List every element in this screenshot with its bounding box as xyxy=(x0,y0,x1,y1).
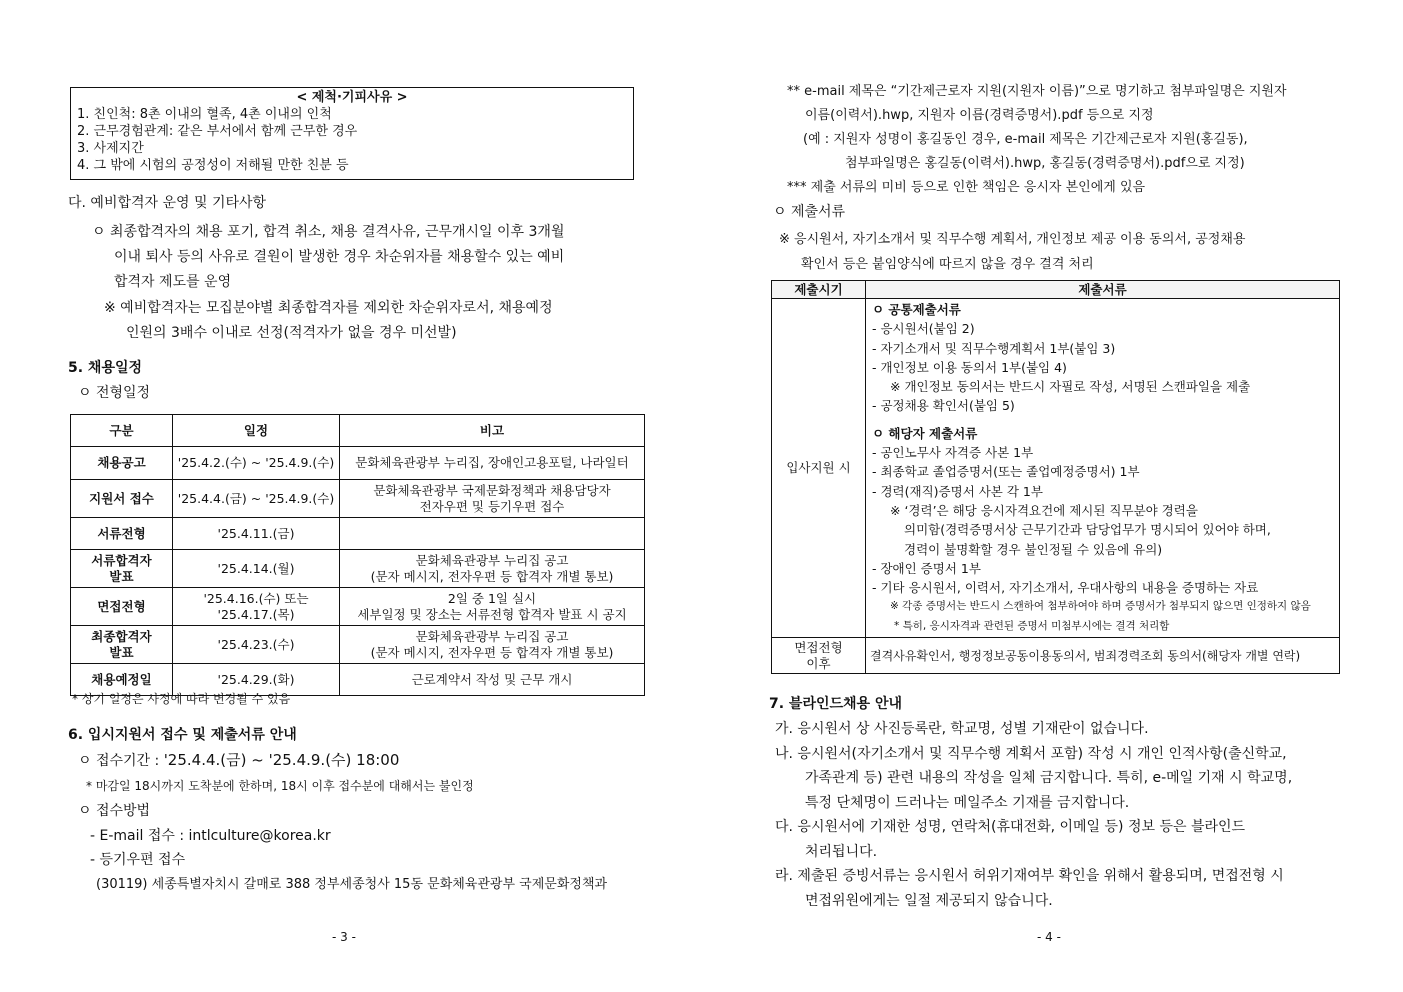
exclusion-criteria-box xyxy=(70,87,634,180)
schedule-note: (문자 메시지, 전자우편 등 합격자 개별 통보) xyxy=(370,644,614,660)
reserve-line: 이내 퇴사 등의 사유로 결원이 발생한 경우 차순위자를 채용할수 있는 예비 xyxy=(114,249,565,265)
email-submission: - E-mail 접수 : intlculture@korea.kr xyxy=(90,828,331,844)
common-doc-item: - 개인정보 이용 동의서 1부(붙임 4) xyxy=(872,359,1067,375)
exclusion-box-title: < 제척·기피사유 > xyxy=(296,90,408,105)
schedule-header: 구분 xyxy=(71,415,173,447)
schedule-footnote: * 상기 일정은 사정에 따라 변경될 수 있음 xyxy=(72,692,291,706)
post-submission: - 등기우편 접수 xyxy=(90,852,186,868)
exclusion-item: 4. 그 밖에 시험의 공정성이 저해될 만한 친분 등 xyxy=(77,158,349,173)
application-period-label: ㅇ 접수기간 : xyxy=(78,753,164,769)
reserve-heading: 다. 예비합격자 운영 및 기타사항 xyxy=(68,195,267,211)
email-note-line: 이름(이력서).hwp, 지원자 이름(경력증명서).pdf 등으로 지정 xyxy=(805,108,1154,123)
documents-row xyxy=(772,299,1340,638)
schedule-row xyxy=(71,518,645,550)
docs-note-line: ※ 응시원서, 자기소개서 및 직무수행 계획서, 개인정보 제공 이용 동의서, 공정채용 xyxy=(779,232,1246,247)
schedule-row xyxy=(71,588,645,626)
applicable-doc-note: ※ ‘경력’은 해당 응시자격요건에 제시된 직무분야 경력을 xyxy=(890,502,1198,518)
schedule-stage: 최종합격자 xyxy=(91,628,152,644)
email-notes xyxy=(787,80,1339,200)
schedule-date: '25.4.14.(월) xyxy=(217,560,295,576)
schedule-header: 비고 xyxy=(340,415,645,447)
schedule-heading: 5. 채용일정 xyxy=(68,360,143,376)
schedule-table xyxy=(70,414,645,696)
docs-note xyxy=(779,227,1339,277)
applicable-doc-item: - 장애인 증명서 1부 xyxy=(872,560,981,576)
schedule-header: 일정 xyxy=(173,415,340,447)
schedule-stage: 발표 xyxy=(109,568,134,584)
schedule-subheading: ㅇ 전형일정 xyxy=(78,385,151,401)
applicable-doc-note: 의미함(경력증명서상 근무기간과 담당업무가 명시되어 있어야 하며, xyxy=(904,522,1271,538)
application-method: ㅇ 접수방법 xyxy=(78,803,151,819)
schedule-stage: 서류합격자 xyxy=(91,552,152,568)
reserve-line: ㅇ 최종합격자의 채용 포기, 합격 취소, 채용 결격사유, 근무개시일 이후 3개월 xyxy=(92,224,565,240)
common-doc-item: - 응시원서(붙임 2) xyxy=(872,321,975,337)
email-note-line: 첨부파일명은 홍길동(이력서).hwp, 홍길동(경력증명서).pdf으로 지정) xyxy=(845,156,1245,171)
blind-item-a: 가. 응시원서 상 사진등록란, 학교명, 성별 기재란이 없습니다. xyxy=(775,721,1149,737)
schedule-row xyxy=(71,626,645,664)
blind-heading: 7. 블라인드채용 안내 xyxy=(769,696,902,712)
blind-item-b: 나. 응시원서(자기소개서 및 직무수행 계획서 포함) 작성 시 개인 인적사항(출신학교, xyxy=(775,745,1287,762)
schedule-note: 근로계약서 작성 및 근무 개시 xyxy=(411,671,573,687)
documents-table xyxy=(771,280,1340,674)
reserve-note-line: ※ 예비합격자는 모집분야별 최종합격자를 제외한 차순위자로서, 채용예정 xyxy=(104,300,553,316)
page-4 xyxy=(765,0,1343,992)
schedule-row xyxy=(71,550,645,588)
schedule-note: 문화체육관광부 국제문화정책과 채용담당자 xyxy=(373,482,611,498)
reserve-note xyxy=(104,296,634,346)
blind-item-b: 가족관계 등) 관련 내용의 작성을 일체 금지합니다. 특히, e-메일 기재 시 학교명, xyxy=(805,770,1293,786)
reserve-paragraph xyxy=(92,220,634,295)
schedule-date: '25.4.4.(금) ~ '25.4.9.(수) xyxy=(177,490,335,506)
exclusion-item: 1. 친인척: 8촌 이내의 혈족, 4촌 이내의 인척 xyxy=(77,107,332,122)
schedule-date: '25.4.29.(화) xyxy=(217,671,295,687)
schedule-note: (문자 메시지, 전자우편 등 합격자 개별 통보) xyxy=(370,568,614,584)
email-note-line: ** e-mail 제목은 “기간제근로자 지원(지원자 이름)”으로 명기하고 첨부파일명은 지원자 xyxy=(787,84,1287,99)
common-doc-item: - 자기소개서 및 직무수행계획서 1부(붙임 3) xyxy=(872,340,1116,356)
schedule-stage: 서류전형 xyxy=(97,525,146,541)
common-doc-item: - 공정채용 확인서(붙임 5) xyxy=(872,398,1015,414)
blind-item-b: 특정 단체명이 드러나는 메일주소 기재를 금지합니다. xyxy=(805,794,1130,811)
schedule-note: 세부일정 및 장소는 서류전형 합격자 발표 시 공지 xyxy=(357,606,627,622)
reserve-line: 합격자 제도를 운영 xyxy=(114,274,232,290)
blind-item-c: 다. 응시원서에 기재한 성명, 연락처(휴대전화, 이메일 등) 정보 등은 블라인드 xyxy=(775,819,1246,835)
blind-item-d: 면접위원에게는 일절 제공되지 않습니다. xyxy=(805,892,1053,909)
schedule-stage: 채용공고 xyxy=(97,455,146,470)
schedule-stage: 지원서 접수 xyxy=(89,490,154,506)
exclusion-item: 2. 근무경험관계: 같은 부서에서 함께 근무한 경우 xyxy=(77,124,358,139)
applicable-doc-item: - 기타 응시원서, 이력서, 자기소개서, 우대사항의 내용을 증명하는 자료 xyxy=(872,580,1259,596)
schedule-row xyxy=(71,447,645,480)
schedule-date: '25.4.16.(수) 또는 xyxy=(203,590,309,606)
interview-docs: 결격사유확인서, 행정정보공동이용동의서, 범죄경력조회 동의서(해당자 개별 연락) xyxy=(870,648,1301,663)
application-period-value: '25.4.4.(금) ~ '25.4.9.(수) 18:00 xyxy=(163,751,400,769)
docs-note-line: 확인서 등은 붙임양식에 따르지 않을 경우 결격 처리 xyxy=(801,257,1094,272)
reserve-note-line: 인원의 3배수 이내로 선정(적격자가 없을 경우 미선발) xyxy=(126,325,457,341)
schedule-date: '25.4.11.(금) xyxy=(217,525,295,541)
email-note-line: *** 제출 서류의 미비 등으로 인한 책임은 응시자 본인에게 있음 xyxy=(787,180,1146,195)
certificate-note: ※ 각종 증명서는 반드시 스캔하여 첨부하여야 하며 증명서가 첨부되지 않으면 인정하지 않음 xyxy=(890,600,1311,613)
applicable-doc-item: - 경력(재직)증명서 사본 각 1부 xyxy=(872,483,1043,499)
schedule-date: '25.4.2.(수) ~ '25.4.9.(수) xyxy=(177,455,335,470)
schedule-note: 2일 중 1일 실시 xyxy=(447,590,537,606)
schedule-note: 전자우편 및 등기우편 접수 xyxy=(419,498,565,514)
blind-item-c: 처리됩니다. xyxy=(805,843,878,860)
blind-section xyxy=(775,717,1339,913)
application-period xyxy=(78,750,399,771)
blind-item-d: 라. 제출된 증빙서류는 응시원서 허위기재여부 확인을 위해서 활용되며, 면접전형 시 xyxy=(775,868,1284,884)
applicable-docs-title: ㅇ 해당자 제출서류 xyxy=(872,425,978,441)
submission-time: 면접전형 xyxy=(794,639,843,655)
schedule-note: 문화체육관광부 누리집, 장애인고용포털, 나라일터 xyxy=(355,455,629,470)
documents-header: 제출서류 xyxy=(866,281,1340,299)
page-number: - 4 - xyxy=(1037,930,1061,944)
postal-address: (30119) 세종특별자치시 갈매로 388 정부세종청사 15동 문화체육관광부 국제문화정책과 xyxy=(96,877,608,892)
schedule-stage: 채용예정일 xyxy=(91,671,152,687)
schedule-stage: 면접전형 xyxy=(97,598,146,614)
common-doc-note: ※ 개인정보 동의서는 반드시 자필로 작성, 서명된 스캔파일을 제출 xyxy=(890,379,1251,395)
schedule-row xyxy=(71,480,645,518)
applicable-doc-item: - 최종학교 졸업증명서(또는 졸업예정증명서) 1부 xyxy=(872,464,1140,480)
schedule-stage: 발표 xyxy=(109,644,134,660)
exclusion-item: 3. 사제지간 xyxy=(77,141,144,156)
schedule-date: '25.4.17.(목) xyxy=(217,606,295,622)
submission-time: 입사지원 시 xyxy=(786,460,851,476)
schedule-date: '25.4.23.(수) xyxy=(217,636,295,652)
docs-heading: ㅇ 제출서류 xyxy=(773,204,846,220)
documents-header: 제출시기 xyxy=(772,281,866,299)
email-note-line: (예 : 지원자 성명이 홍길동인 경우, e-mail 제목은 기간제근로자 지원(홍길동), xyxy=(803,132,1248,147)
schedule-note: 문화체육관광부 누리집 공고 xyxy=(415,628,569,644)
schedule-note: 문화체육관광부 누리집 공고 xyxy=(415,552,569,568)
page-3 xyxy=(62,0,647,992)
application-period-note: * 마감일 18시까지 도착분에 한하며, 18시 이후 접수분에 대해서는 불인정 xyxy=(86,779,474,793)
page-number: - 3 - xyxy=(332,930,356,944)
application-heading: 6. 입시지원서 접수 및 제출서류 안내 xyxy=(68,727,297,743)
applicable-doc-item: - 공인노무사 자격증 사본 1부 xyxy=(872,445,1034,461)
submission-time: 이후 xyxy=(806,655,831,671)
applicable-doc-note: 경력이 불명확할 경우 불인정될 수 있음에 유의) xyxy=(904,541,1163,557)
certificate-note: * 특히, 응시자격과 관련된 증명서 미첨부시에는 결격 처리함 xyxy=(894,619,1170,632)
common-docs-title: ㅇ 공통제출서류 xyxy=(872,302,961,317)
documents-row xyxy=(772,638,1340,674)
